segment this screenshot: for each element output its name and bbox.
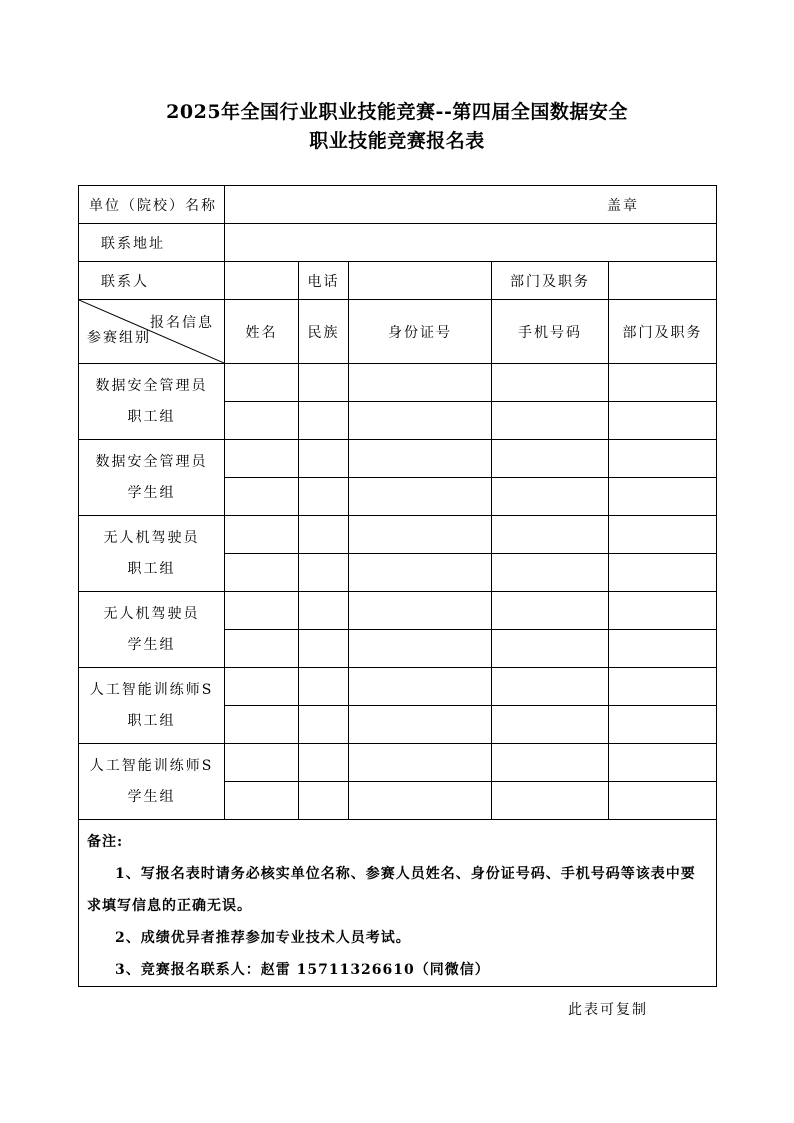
- dept-cell[interactable]: [609, 592, 717, 630]
- form-title-line1: 2025年全国行业职业技能竞赛--第四届全国数据安全: [166, 101, 628, 123]
- address-field[interactable]: [225, 224, 717, 262]
- unit-name-label: 单位（院校）名称: [79, 186, 225, 224]
- ethnicity-cell[interactable]: [299, 440, 349, 478]
- group-label-line1: 无人机驾驶员: [103, 529, 200, 546]
- name-cell[interactable]: [225, 440, 299, 478]
- ethnicity-cell[interactable]: [299, 478, 349, 516]
- id-number-cell[interactable]: [349, 516, 492, 554]
- group-label-cell: [79, 516, 225, 592]
- dept-cell[interactable]: [609, 782, 717, 820]
- group-label-line1: 数据安全管理员: [95, 377, 208, 394]
- id-number-cell[interactable]: [349, 668, 492, 706]
- diag-top-label: 报名信息: [150, 315, 214, 331]
- diag-bottom-label: 参赛组别: [87, 330, 151, 346]
- contact-label: 联系人: [79, 262, 225, 300]
- dept-cell[interactable]: [609, 364, 717, 402]
- group-label-line1: 无人机驾驶员: [103, 605, 200, 622]
- group-label-line2: 学生组: [127, 636, 176, 653]
- column-header-dept: 部门及职务: [609, 300, 717, 364]
- ethnicity-cell[interactable]: [299, 516, 349, 554]
- name-cell[interactable]: [225, 516, 299, 554]
- column-header-mobile: 手机号码: [492, 300, 609, 364]
- id-number-cell[interactable]: [349, 592, 492, 630]
- ethnicity-cell[interactable]: [299, 592, 349, 630]
- mobile-cell[interactable]: [492, 364, 609, 402]
- table-row: [79, 668, 717, 706]
- group-label-line1: 人工智能训练师S: [89, 757, 214, 774]
- column-header-id-number: 身份证号: [349, 300, 492, 364]
- group-label-cell: [79, 592, 225, 668]
- notes-heading: 备注:: [87, 834, 124, 850]
- contact-row: [79, 262, 717, 300]
- unit-row: [79, 186, 717, 224]
- name-cell[interactable]: [225, 782, 299, 820]
- id-number-cell[interactable]: [349, 630, 492, 668]
- name-cell[interactable]: [225, 478, 299, 516]
- name-cell[interactable]: [225, 668, 299, 706]
- id-number-cell[interactable]: [349, 402, 492, 440]
- seal-label: 盖章: [607, 197, 639, 214]
- group-label-line2: 职工组: [127, 408, 176, 425]
- dept-cell[interactable]: [609, 440, 717, 478]
- address-row: [79, 224, 717, 262]
- form-title-line2: 职业技能竞赛报名表: [309, 130, 485, 152]
- notes-cell: [79, 820, 717, 987]
- group-label-line2: 职工组: [127, 560, 176, 577]
- id-number-cell[interactable]: [349, 478, 492, 516]
- phone-field[interactable]: [349, 262, 492, 300]
- dept-cell[interactable]: [609, 668, 717, 706]
- id-number-cell[interactable]: [349, 440, 492, 478]
- dept-cell[interactable]: [609, 706, 717, 744]
- mobile-cell[interactable]: [492, 668, 609, 706]
- id-number-cell[interactable]: [349, 364, 492, 402]
- table-row: [79, 516, 717, 554]
- ethnicity-cell[interactable]: [299, 402, 349, 440]
- notes-row: [79, 820, 717, 987]
- dept-cell[interactable]: [609, 516, 717, 554]
- dept-label: 部门及职务: [492, 262, 609, 300]
- group-label-line2: 学生组: [127, 788, 176, 805]
- notes-item-1: 1、写报名表时请务必核实单位名称、参赛人员姓名、身份证号码、手机号码等该表中要求填写信息的正确无误。: [87, 866, 696, 914]
- table-row: [79, 440, 717, 478]
- unit-name-field[interactable]: [225, 186, 717, 224]
- table-header-row: [79, 300, 717, 364]
- dept-cell[interactable]: [609, 744, 717, 782]
- table-row: [79, 364, 717, 402]
- notes-item-2: 2、成绩优异者推荐参加专业技术人员考试。: [115, 930, 411, 946]
- column-header-ethnicity: 民族: [299, 300, 349, 364]
- ethnicity-cell[interactable]: [299, 554, 349, 592]
- id-number-cell[interactable]: [349, 782, 492, 820]
- mobile-cell[interactable]: [492, 782, 609, 820]
- group-label-cell: [79, 364, 225, 440]
- id-number-cell[interactable]: [349, 554, 492, 592]
- name-cell[interactable]: [225, 554, 299, 592]
- ethnicity-cell[interactable]: [299, 668, 349, 706]
- group-label-cell: [79, 668, 225, 744]
- mobile-cell[interactable]: [492, 440, 609, 478]
- group-label-cell: [79, 744, 225, 820]
- dept-cell[interactable]: [609, 630, 717, 668]
- mobile-cell[interactable]: [492, 706, 609, 744]
- mobile-cell[interactable]: [492, 744, 609, 782]
- name-cell[interactable]: [225, 592, 299, 630]
- ethnicity-cell[interactable]: [299, 706, 349, 744]
- diagonal-header-cell: [79, 300, 225, 364]
- notes-item-3: 3、竞赛报名联系人：赵雷 15711326610（同微信）: [115, 962, 490, 978]
- ethnicity-cell[interactable]: [299, 364, 349, 402]
- id-number-cell[interactable]: [349, 706, 492, 744]
- contact-field[interactable]: [225, 262, 299, 300]
- mobile-cell[interactable]: [492, 516, 609, 554]
- group-label-line1: 数据安全管理员: [95, 453, 208, 470]
- footer-note: 此表可复制: [568, 1002, 648, 1018]
- name-cell[interactable]: [225, 706, 299, 744]
- dept-cell[interactable]: [609, 402, 717, 440]
- dept-cell[interactable]: [609, 554, 717, 592]
- group-label-line2: 学生组: [127, 484, 176, 501]
- name-cell[interactable]: [225, 744, 299, 782]
- group-label-line1: 人工智能训练师S: [89, 681, 214, 698]
- group-label-line2: 职工组: [127, 712, 176, 729]
- mobile-cell[interactable]: [492, 630, 609, 668]
- name-cell[interactable]: [225, 364, 299, 402]
- registration-form-table: [78, 185, 717, 987]
- mobile-cell[interactable]: [492, 592, 609, 630]
- mobile-cell[interactable]: [492, 478, 609, 516]
- table-row: [79, 744, 717, 782]
- mobile-cell[interactable]: [492, 402, 609, 440]
- dept-cell[interactable]: [609, 478, 717, 516]
- name-cell[interactable]: [225, 630, 299, 668]
- dept-field[interactable]: [609, 262, 717, 300]
- ethnicity-cell[interactable]: [299, 744, 349, 782]
- table-row: [79, 592, 717, 630]
- ethnicity-cell[interactable]: [299, 782, 349, 820]
- group-label-cell: [79, 440, 225, 516]
- id-number-cell[interactable]: [349, 744, 492, 782]
- phone-label: 电话: [299, 262, 349, 300]
- ethnicity-cell[interactable]: [299, 630, 349, 668]
- mobile-cell[interactable]: [492, 554, 609, 592]
- column-header-name: 姓名: [225, 300, 299, 364]
- name-cell[interactable]: [225, 402, 299, 440]
- address-label: 联系地址: [79, 224, 225, 262]
